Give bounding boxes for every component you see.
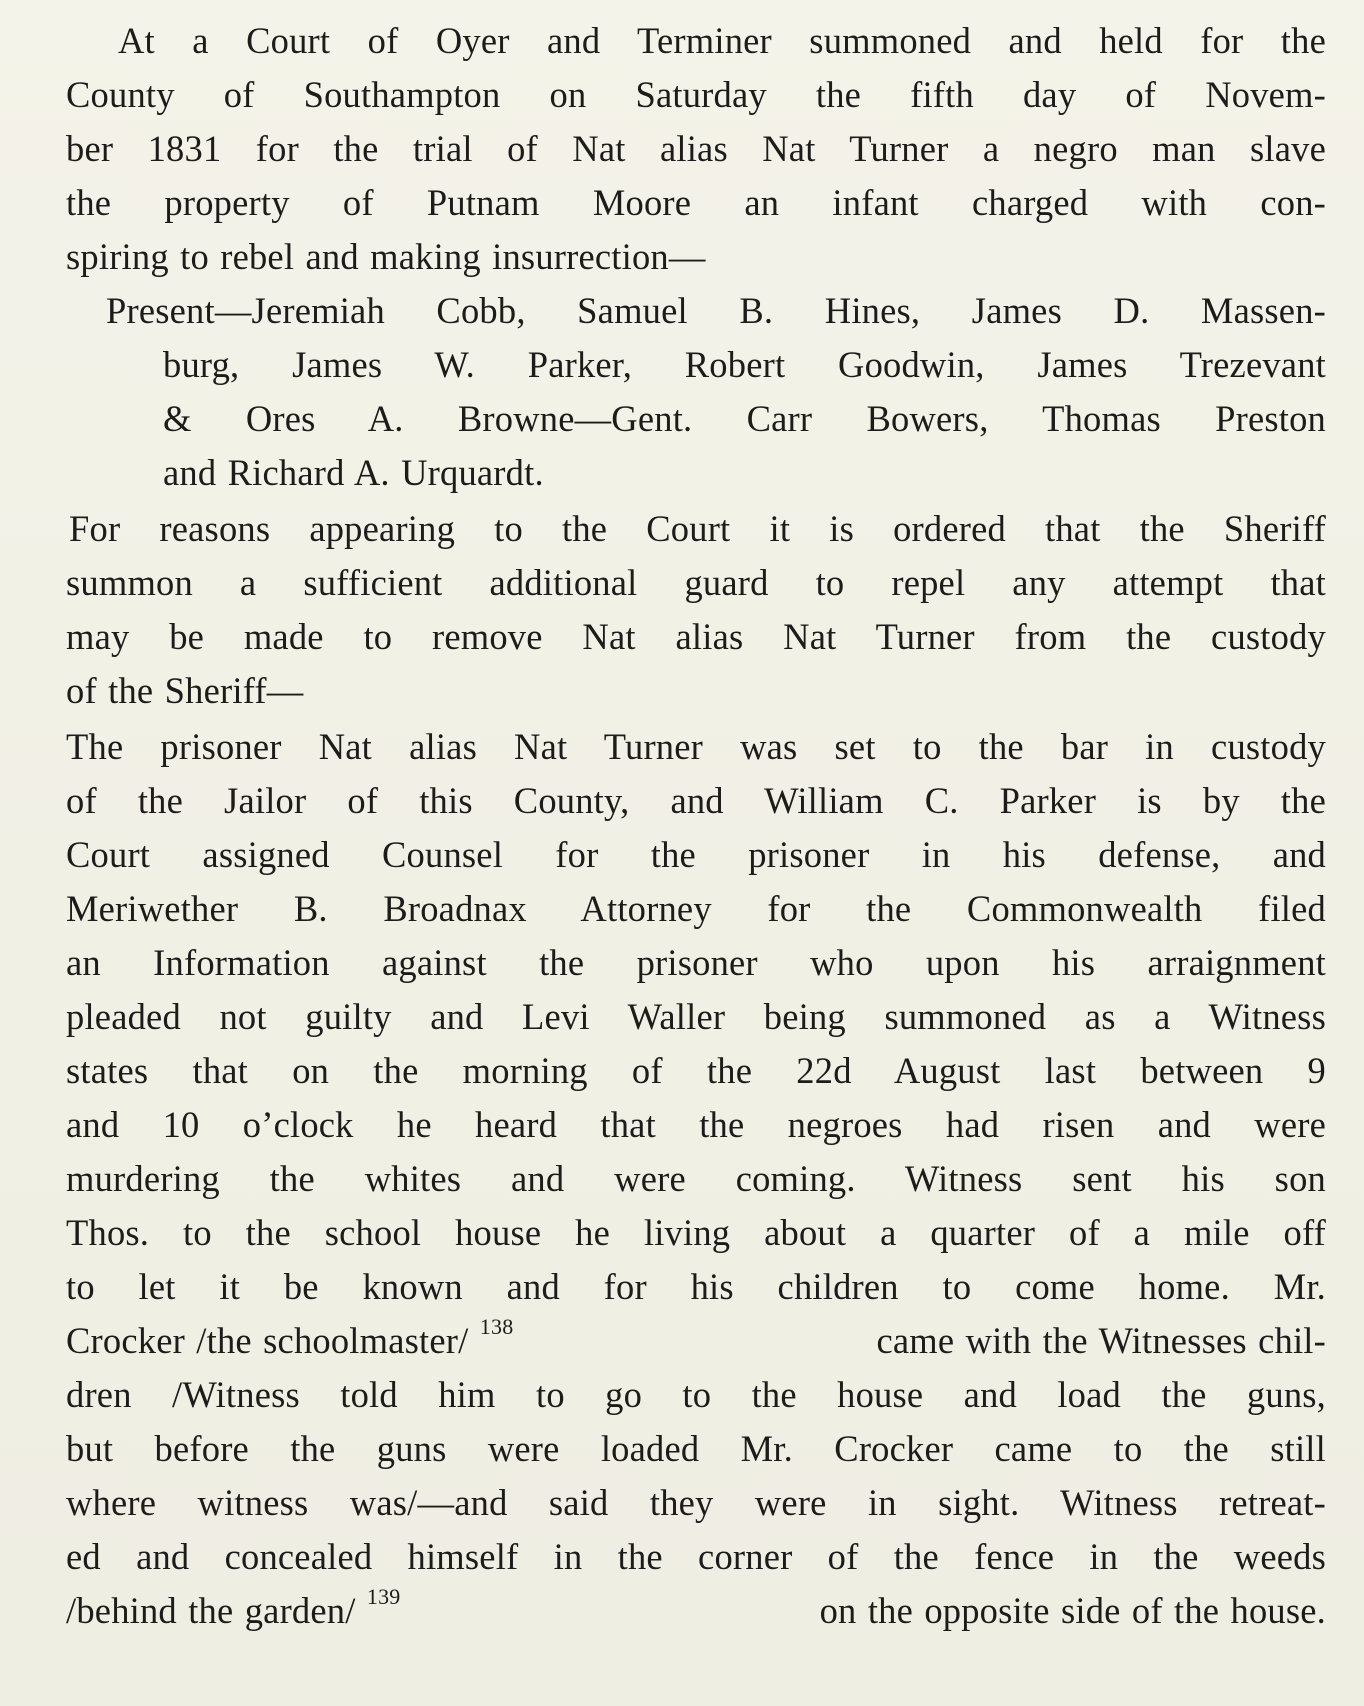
text-line — [66, 1098, 1326, 1152]
text-line — [66, 176, 1326, 230]
line-text: the property of Putnam Moore an infant charged with con- — [66, 182, 1326, 223]
footnote-ref-138: 138 — [479, 1313, 514, 1339]
text-line — [66, 1530, 1326, 1584]
line-text: to let it be known and for his children to come home. Mr. — [66, 1266, 1326, 1307]
line-text: ber 1831 for the trial of Nat alias Nat Turner a negro man slave — [66, 128, 1326, 169]
text-line — [66, 882, 1326, 936]
line-text: For reasons appearing to the Court it is ordered that the Sheriff — [69, 508, 1326, 549]
line-text: spiring to rebel and making insurrection— — [66, 236, 706, 277]
text-line — [66, 1206, 1326, 1260]
text-line — [66, 14, 1326, 68]
line-text: where witness was/—and said they were in sight. Witness retreat- — [66, 1482, 1326, 1523]
text-line — [66, 774, 1326, 828]
line-text: on the opposite side of the house. — [819, 1590, 1326, 1631]
text-line — [66, 1368, 1326, 1422]
line-text: but before the guns were loaded Mr. Crocker came to the still — [66, 1428, 1326, 1469]
text-line — [66, 284, 1326, 338]
line-text: and Richard A. Urquardt. — [163, 452, 544, 493]
line-text: At a Court of Oyer and Terminer summoned and held for the — [118, 20, 1326, 61]
text-line — [66, 1422, 1326, 1476]
line-text: summon a sufficient additional guard to repel any attempt that — [66, 562, 1326, 603]
text-line — [66, 720, 1326, 774]
text-line — [66, 68, 1326, 122]
text-line — [66, 230, 1326, 284]
line-text: states that on the morning of the 22d August last between 9 — [66, 1050, 1326, 1091]
line-text: Meriwether B. Broadnax Attorney for the Commonwealth filed — [66, 888, 1326, 929]
line-text: County of Southampton on Saturday the fifth day of Novem- — [66, 74, 1326, 115]
line-text: The prisoner Nat alias Nat Turner was set to the bar in custody — [66, 726, 1326, 767]
line-text: an Information against the prisoner who upon his arraignment — [66, 942, 1326, 983]
text-line — [66, 556, 1326, 610]
text-line — [66, 1152, 1326, 1206]
line-text: Crocker /the schoolmaster/ — [66, 1320, 469, 1361]
line-text: Court assigned Counsel for the prisoner in his defense, and — [66, 834, 1326, 875]
line-text: may be made to remove Nat alias Nat Turner from the custody — [66, 616, 1326, 657]
line-text: pleaded not guilty and Levi Waller being summoned as a Witness — [66, 996, 1326, 1037]
line-text: /behind the garden/ — [66, 1590, 356, 1631]
line-text: of the Sheriff— — [66, 670, 304, 711]
text-line — [66, 936, 1326, 990]
line-text: ed and concealed himself in the corner of the fence in the weeds — [66, 1536, 1326, 1577]
line-text: dren /Witness told him to go to the house and load the guns, — [66, 1374, 1326, 1415]
text-line — [66, 990, 1326, 1044]
text-line — [66, 392, 1326, 446]
line-text: & Ores A. Browne—Gent. Carr Bowers, Thomas Preston — [163, 398, 1326, 439]
footnote-ref-139: 139 — [366, 1583, 401, 1609]
line-text: came with the Witnesses chil- — [876, 1320, 1326, 1361]
court-record-text — [66, 14, 1326, 1638]
text-line — [66, 446, 1326, 500]
text-line-with-footnote — [66, 1584, 1326, 1638]
text-line — [66, 502, 1326, 556]
text-line — [66, 828, 1326, 882]
line-text: Present—Jeremiah Cobb, Samuel B. Hines, James D. Massen- — [106, 290, 1326, 331]
line-text: murdering the whites and were coming. Witness sent his son — [66, 1158, 1326, 1199]
text-line — [66, 664, 1326, 718]
text-line — [66, 610, 1326, 664]
text-line — [66, 338, 1326, 392]
line-text: burg, James W. Parker, Robert Goodwin, James Trezevant — [163, 344, 1326, 385]
text-line-with-footnote — [66, 1314, 1326, 1368]
crocker-line-start — [66, 1314, 513, 1368]
text-line — [66, 1260, 1326, 1314]
text-line — [66, 1044, 1326, 1098]
line-text: and 10 o’clock he heard that the negroes had risen and were — [66, 1104, 1326, 1145]
garden-line-start — [66, 1584, 401, 1638]
line-text: Thos. to the school house he living about a quarter of a mile off — [66, 1212, 1326, 1253]
line-text: of the Jailor of this County, and William C. Parker is by the — [66, 780, 1326, 821]
text-line — [66, 1476, 1326, 1530]
text-line — [66, 122, 1326, 176]
